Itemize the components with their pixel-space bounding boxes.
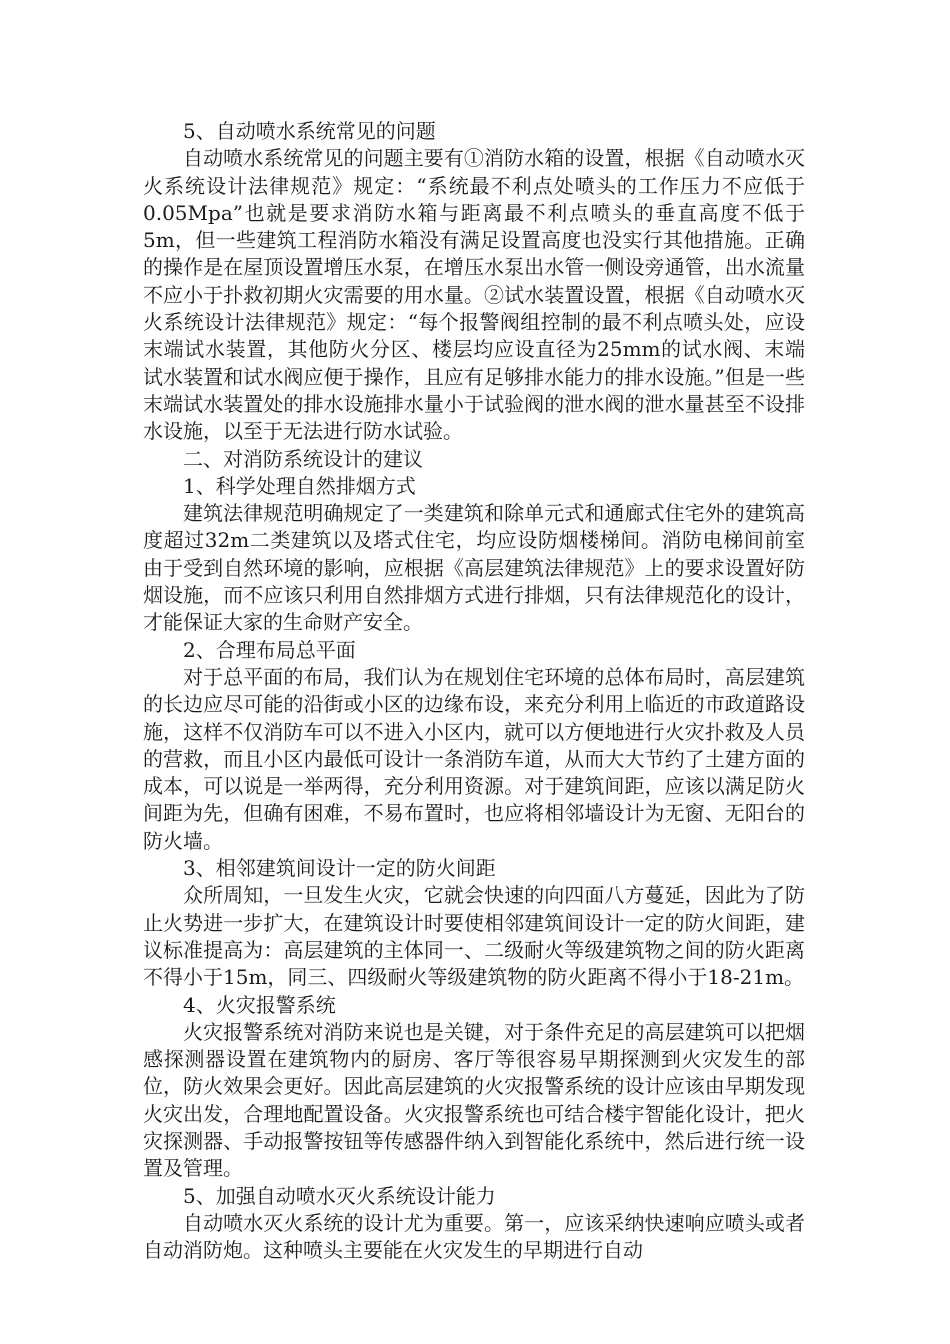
paragraph-sprinkler-problems: 自动喷水系统常见的问题主要有①消防水箱的设置，根据《自动喷水灭火系统设计法律规范》规定：“系统最不利点处喷头的工作压力不应低于0.05Mpa”也就是要求消防水箱与距离最不利点喷头的垂直高度不低于5m，但一些建筑工程消防水箱没有满足设置高度也没实行其他措施。正确的操作是在屋顶设置增压水泵，在增压水泵出水管一侧设旁通管，出水流量不应小于扑救初期火灾需要的用水量。②试水装置设置，根据《自动喷水灭火系统设计法律规范》规定：“每个报警阀组控制的最不利点喷头处，应设末端试水装置，其他防火分区、楼层均应设直径为25mm的试水阀、末端试水装置和试水阀应便于操作，且应有足够排水能力的排水设施。”但是一些末端试水装置处的排水设施排水量小于试验阀的泄水阀的泄水量甚至不设排水设施，以至于无法进行防水试验。 [143, 146, 805, 444]
subheading-smoke-exhaust: 1、科学处理自然排烟方式 [183, 473, 416, 498]
subheading-fire-alarm: 4、火灾报警系统 [183, 992, 336, 1017]
paragraph-smoke-exhaust: 建筑法律规范明确规定了一类建筑和除单元式和通廊式住宅外的建筑高度超过32m二类建筑以及塔式住宅，均应设防烟楼梯间。消防电梯间前室由于受到自然环境的影响，应根据《高层建筑法律规范》上的要求设置好防烟设施，而不应该只利用自然排烟方式进行排烟，只有法律规范化的设计，才能保证大家的生命财产安全。 [143, 501, 805, 635]
paragraph-site-layout: 对于总平面的布局，我们认为在规划住宅环境的总体布局时，高层建筑的长边应尽可能的沿街或小区的边缘布设，来充分利用上临近的市政道路设施，这样不仅消防车可以不进入小区内，就可以方便地进行火灾扑救及人员的营救，而且小区内最低可设计一条消防车道，从而大大节约了土建方面的成本，可以说是一举两得，充分利用资源。对于建筑间距，应该以满足防火间距为先，但确有困难，不易布置时，也应将相邻墙设计为无窗、无阳台的防火墙。 [143, 664, 805, 853]
subheading-sprinkler-design: 5、加强自动喷水灭火系统设计能力 [183, 1183, 496, 1208]
paragraph-fire-alarm: 火灾报警系统对消防来说也是关键，对于条件充足的高层建筑可以把烟感探测器设置在建筑物内的厨房、客厅等很容易早期探测到火灾发生的部位，防火效果会更好。因此高层建筑的火灾报警系统的设计应该由早期发现火灾出发，合理地配置设备。火灾报警系统也可结合楼宇智能化设计，把火灾探测器、手动报警按钮等传感器件纳入到智能化系统中，然后进行统一设置及管理。 [143, 1019, 805, 1181]
document-body [143, 118, 805, 1264]
subheading-site-layout: 2、合理布局总平面 [183, 637, 356, 662]
subheading-fire-spacing: 3、相邻建筑间设计一定的防火间距 [183, 856, 496, 881]
section-heading-sprinkler-problems: 5、自动喷水系统常见的问题 [183, 119, 436, 143]
section-heading-fire-design-suggestions: 二、对消防系统设计的建议 [183, 446, 423, 471]
paragraph-sprinkler-design: 自动喷水灭火系统的设计尤为重要。第一，应该采纳快速响应喷头或者自动消防炮。这种喷头主要能在火灾发生的早期进行自动 [143, 1210, 805, 1263]
paragraph-fire-spacing: 众所周知，一旦发生火灾，它就会快速的向四面八方蔓延，因此为了防止火势进一步扩大，在建筑设计时要使相邻建筑间设计一定的防火间距，建议标准提高为：高层建筑的主体同一、二级耐火等级建筑物之间的防火距离不得小于15m，同三、四级耐火等级建筑物的防火距离不得小于18-21m。 [143, 883, 805, 990]
